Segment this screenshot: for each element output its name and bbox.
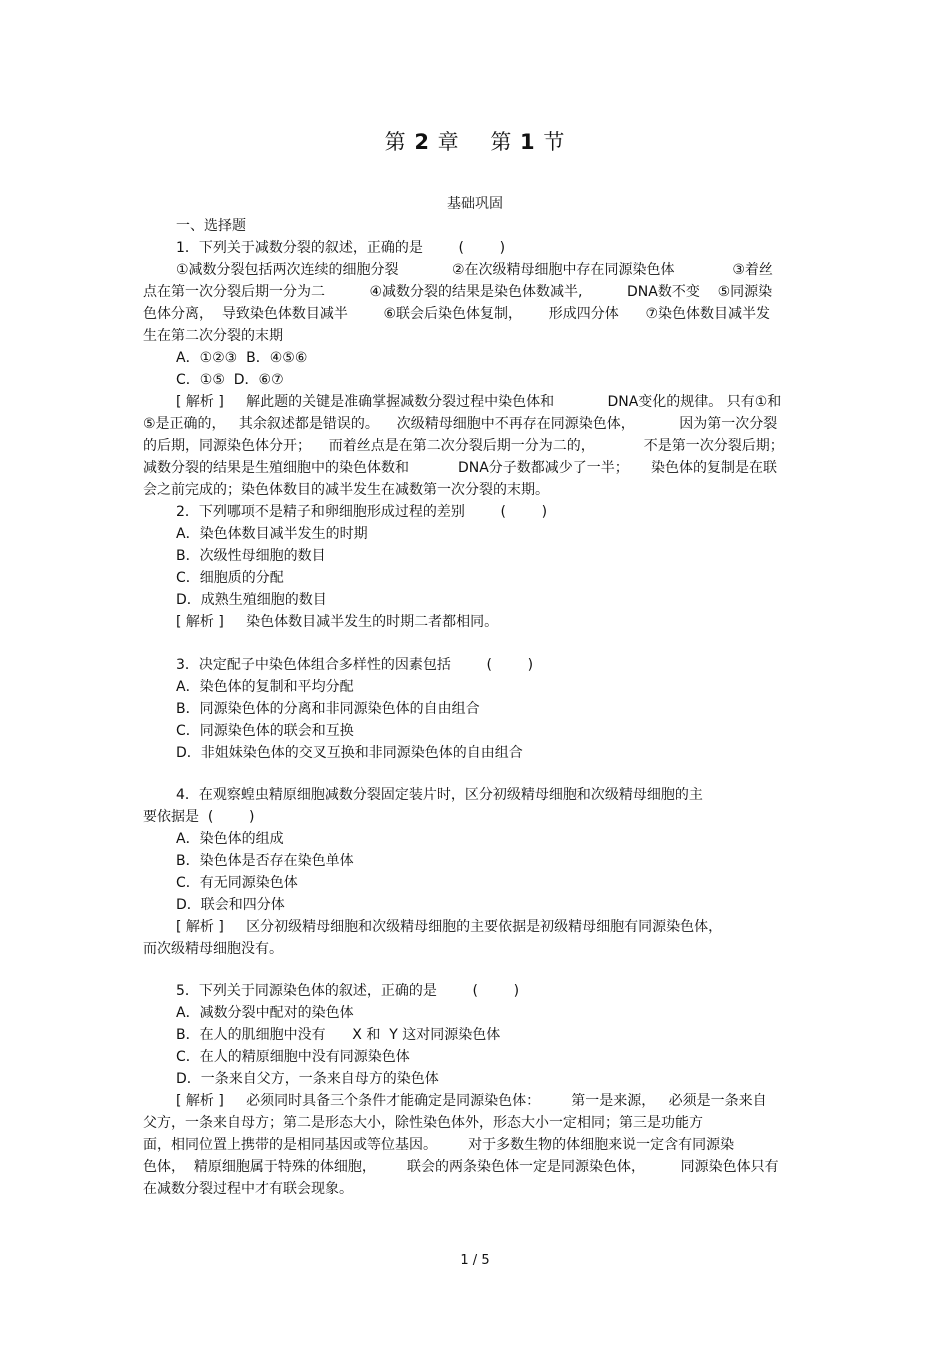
question-5-option-d: D．一条来自父方，一条来自母方的染色体 [176, 1071, 439, 1087]
question-3-option-c: C．同源染色体的联会和互换 [176, 723, 354, 739]
question-2: 2．下列哪项不是精子和卵细胞形成过程的差别 ( ) [176, 504, 548, 520]
question-5-analysis: 面，相同位置上携带的是相同基因或等位基因。 对于多数生物的体细胞来说一定含有同源染 [143, 1137, 735, 1153]
question-4-analysis: [ 解析 ] 区分初级精母细胞和次级精母细胞的主要依据是初级精母细胞有同源染色体， [176, 919, 723, 935]
question-1-statements: 色体分离， 导致染色体数目减半 ⑥联会后染色体复制， 形成四分体 ⑦染色体数目减半发 [143, 306, 771, 322]
question-3: 3．决定配子中染色体组合多样性的因素包括 ( ) [176, 657, 534, 673]
question-5-option-a: A．减数分裂中配对的染色体 [176, 1005, 354, 1021]
question-4: 4．在观察蝗虫精原细胞减数分裂固定装片时，区分初级精母细胞和次级精母细胞的主 [176, 787, 703, 803]
question-4-option-b: B．染色体是否存在染色单体 [176, 853, 354, 869]
section-suffix: 节 [535, 130, 566, 154]
question-1: 1．下列关于减数分裂的叙述，正确的是 ( ) [176, 240, 506, 256]
question-4-option-a: A．染色体的组成 [176, 831, 284, 847]
question-1-analysis: 的后期，同源染色体分开； 而着丝点是在第二次分裂后期一分为二的， 不是第一次分裂后期； [143, 438, 784, 454]
question-3-option-d: D．非姐妹染色体的交叉互换和非同源染色体的自由组合 [176, 745, 523, 761]
section-subtitle: 基础巩固 [447, 196, 503, 212]
section-heading: 一、选择题 [176, 218, 246, 234]
question-5-analysis: [ 解析 ] 必须同时具备三个条件才能确定是同源染色体： 第一是来源， 必须是一条来自 [176, 1093, 767, 1109]
question-1-options: C．①⑤ D．⑥⑦ [176, 372, 284, 388]
section-number: 1 [520, 130, 536, 154]
question-5-analysis: 父方，一条来自母方；第二是形态大小，除性染色体外，形态大小一定相同；第三是功能方 [143, 1115, 703, 1131]
question-2-analysis: [ 解析 ] 染色体数目减半发生的时期二者都相同。 [176, 614, 499, 630]
question-5-option-c: C．在人的精原细胞中没有同源染色体 [176, 1049, 410, 1065]
question-2-option-a: A．染色体数目减半发生的时期 [176, 526, 368, 542]
chapter-number: 2 [414, 130, 430, 154]
question-2-option-c: C．细胞质的分配 [176, 570, 284, 586]
question-1-options: A．①②③ B．④⑤⑥ [176, 350, 308, 366]
question-4-option-d: D．联会和四分体 [176, 897, 285, 913]
question-3-option-b: B．同源染色体的分离和非同源染色体的自由组合 [176, 701, 480, 717]
page-number: 1 / 5 [460, 1253, 490, 1268]
question-5-option-b: B．在人的肌细胞中没有 X 和 Y 这对同源染色体 [176, 1027, 501, 1043]
question-5-analysis: 色体， 精原细胞属于特殊的体细胞， 联会的两条染色体一定是同源染色体， 同源染色体只有 [143, 1159, 779, 1175]
chapter-prefix: 第 [384, 130, 415, 154]
question-1-analysis: ⑤是正确的， 其余叙述都是错误的。 次级精母细胞中不再存在同源染色体， 因为第一次分裂 [143, 416, 778, 432]
question-2-option-d: D．成熟生殖细胞的数目 [176, 592, 327, 608]
question-4-option-c: C．有无同源染色体 [176, 875, 298, 891]
chapter-title [0, 126, 950, 156]
question-1-analysis: 会之前完成的；染色体数目的减半发生在减数第一次分裂的末期。 [143, 482, 549, 498]
question-1-statements: 生在第二次分裂的末期 [143, 328, 283, 344]
question-1-statements: ①减数分裂包括两次连续的细胞分裂 ②在次级精母细胞中存在同源染色体 ③着丝 [176, 262, 773, 278]
question-3-option-a: A．染色体的复制和平均分配 [176, 679, 354, 695]
question-2-option-b: B．次级性母细胞的数目 [176, 548, 326, 564]
question-1-analysis: [ 解析 ] 解此题的关键是准确掌握减数分裂过程中染色体和 DNA变化的规律。 只有①和 [176, 394, 782, 410]
question-4: 要依据是 ( ) [143, 809, 255, 825]
question-1-analysis: 减数分裂的结果是生殖细胞中的染色体数和 DNA分子数都减少了一半； 染色体的复制是在联 [143, 460, 778, 476]
question-5: 5．下列关于同源染色体的叙述，正确的是 ( ) [176, 983, 520, 999]
question-1-statements: 点在第一次分裂后期一分为二 ④减数分裂的结果是染色体数减半, DNA数不变 ⑤同源染 [143, 284, 773, 300]
question-5-analysis: 在减数分裂过程中才有联会现象。 [143, 1181, 353, 1197]
question-4-analysis: 而次级精母细胞没有。 [143, 941, 283, 957]
chapter-suffix: 章 第 [429, 130, 521, 154]
